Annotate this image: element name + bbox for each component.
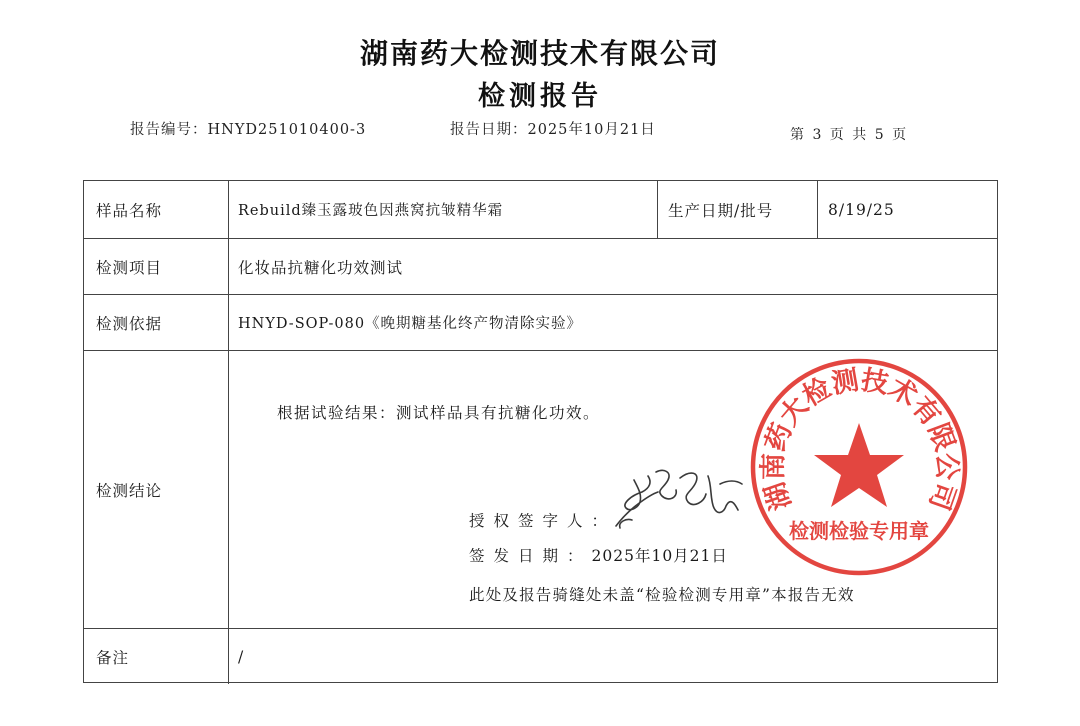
official-seal [747,355,972,580]
seal-ring-text: 湖南药大检测技术有限公司 [757,364,963,514]
sample-name-label: 样品名称 [96,201,163,220]
sample-name-value: Rebuild臻玉露玻色因燕窝抗皱精华霜 [238,203,504,219]
conclusion-text: 根据试验结果：测试样品具有抗糖化功效。 [277,404,601,422]
batch-label: 生产日期/批号 [668,201,774,220]
test-item-value: 化妆品抗糖化功效测试 [238,258,404,277]
remarks-value: / [238,647,245,666]
seal-star-icon [814,423,904,507]
signer-label: 授权签字人： [469,512,617,530]
page-indicator: 第 3 页 共 5 页 [790,127,909,143]
conclusion-label: 检测结论 [96,481,163,500]
row-test-item [84,238,997,294]
row-test-basis [84,294,997,350]
company-name: 湖南药大检测技术有限公司 [359,37,720,70]
seal-bottom-text: 检测检验专用章 [789,519,929,543]
issue-date-line [469,544,728,566]
test-item-label: 检测项目 [96,258,163,277]
seal-notice: 此处及报告骑缝处未盖“检验检测专用章”本报告无效 [469,586,855,604]
issue-date-label: 签发日期： [469,547,592,565]
row-sample-name [84,181,997,238]
test-basis-label: 检测依据 [96,314,163,333]
batch-value: 8/19/25 [828,200,895,219]
report-number: 报告编号：HNYD251010400-3 [130,122,367,138]
test-basis-value: HNYD-SOP-080《晚期糖基化终产物清除实验》 [238,316,583,332]
remarks-label: 备注 [96,648,130,667]
report-date: 报告日期：2025年10月21日 [450,122,656,138]
issue-date-value: 2025年10月21日 [591,547,728,565]
row-remarks [84,628,997,684]
report-title: 检测报告 [478,81,602,112]
